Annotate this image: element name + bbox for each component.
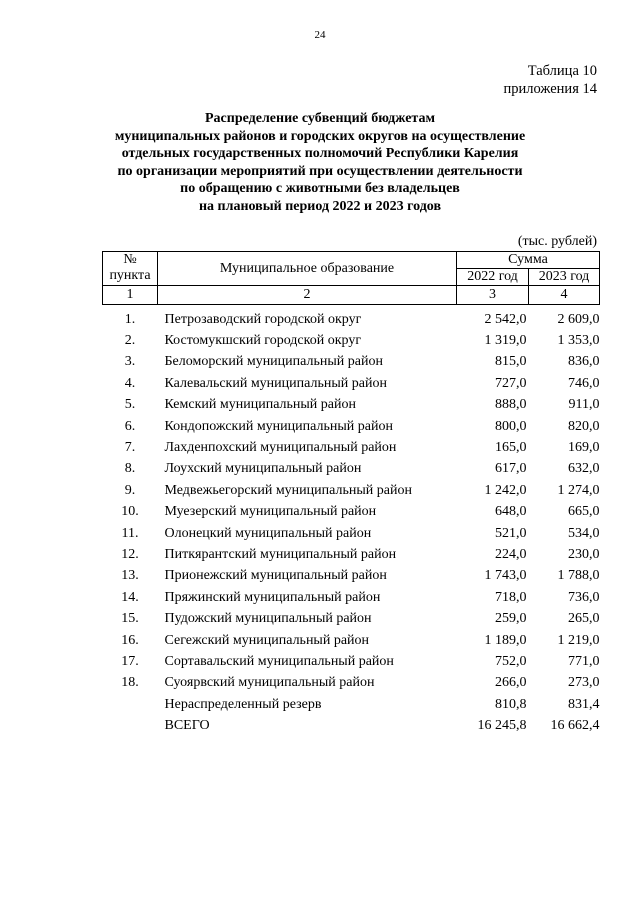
- document-title: [0, 110, 640, 215]
- row-municipality: Нераспределенный резерв: [164, 696, 322, 712]
- row-value-2023: 1 788,0: [557, 568, 600, 584]
- row-municipality: Суоярвский муниципальный район: [164, 675, 375, 691]
- row-value-2023: 911,0: [568, 397, 600, 413]
- row-value-2022: 1 319,0: [484, 333, 527, 349]
- table-row: [103, 608, 600, 629]
- row-municipality: ВСЕГО: [164, 718, 210, 734]
- table-row: [103, 309, 600, 330]
- column-number-3: 3: [457, 286, 529, 305]
- header-num-symbol: №: [123, 252, 137, 267]
- table-row: [103, 587, 600, 608]
- row-value-2022: 727,0: [495, 375, 527, 391]
- header-year-2022: 2022 год: [457, 269, 529, 286]
- row-value-2022: 165,0: [495, 440, 527, 456]
- row-municipality: Муезерский муниципальный район: [164, 504, 377, 520]
- row-value-2022: 266,0: [495, 675, 527, 691]
- column-number-1: 1: [103, 286, 158, 305]
- row-value-2023: 2 609,0: [557, 311, 600, 327]
- row-value-2023: 1 353,0: [557, 333, 600, 349]
- row-municipality: Кемский муниципальный район: [164, 397, 356, 413]
- row-number: 12.: [121, 546, 139, 562]
- row-value-2022: 815,0: [495, 354, 527, 370]
- row-municipality: Медвежьегорский муниципальный район: [164, 482, 412, 498]
- header-item-number: [103, 252, 158, 286]
- table-row: [103, 673, 600, 694]
- row-value-2022: 1 189,0: [484, 632, 527, 648]
- row-value-2022: 1 242,0: [484, 482, 527, 498]
- title-line: по обращению с животными без владельцев: [180, 181, 460, 196]
- row-number: 5.: [124, 397, 136, 413]
- table-row: [103, 437, 600, 458]
- row-number: 3.: [124, 354, 136, 370]
- table-reference: [504, 62, 597, 98]
- row-value-2023: 16 662,4: [550, 718, 600, 734]
- row-number: 1.: [124, 311, 136, 327]
- row-number: 11.: [121, 525, 139, 541]
- row-number: 18.: [121, 675, 139, 691]
- row-number: 8.: [124, 461, 136, 477]
- row-value-2023: 265,0: [568, 611, 600, 627]
- table-row: [103, 502, 600, 523]
- row-value-2022: 521,0: [495, 525, 527, 541]
- row-value-2022: 617,0: [495, 461, 527, 477]
- row-number: 15.: [121, 611, 139, 627]
- row-value-2022: 752,0: [495, 653, 527, 669]
- row-municipality: Питкярантский муниципальный район: [164, 546, 397, 562]
- table-row-total: [103, 715, 600, 736]
- row-value-2022: 888,0: [495, 397, 527, 413]
- row-value-2023: 736,0: [568, 589, 600, 605]
- row-number: [103, 715, 158, 736]
- row-value-2023: 632,0: [568, 461, 600, 477]
- title-line: отдельных государственных полномочий Республики Карелия: [121, 146, 519, 161]
- title-line: на плановый период 2022 и 2023 годов: [198, 198, 442, 214]
- row-value-2022: 800,0: [495, 418, 527, 434]
- subvention-table: [102, 251, 600, 737]
- row-value-2023: 831,4: [568, 696, 600, 712]
- row-value-2023: 746,0: [568, 375, 600, 391]
- row-number: 2.: [124, 333, 136, 349]
- row-value-2022: 718,0: [495, 589, 527, 605]
- row-municipality: Костомукшский городской округ: [164, 333, 362, 349]
- row-value-2022: 1 743,0: [484, 568, 527, 584]
- table-row: [103, 373, 600, 394]
- title-line: по организации мероприятий при осуществлении деятельности: [117, 163, 523, 179]
- page-number: 24: [314, 29, 326, 41]
- row-value-2023: 820,0: [568, 418, 600, 434]
- table-row: [103, 459, 600, 480]
- row-number: 16.: [121, 632, 139, 648]
- column-number-4: 4: [529, 286, 600, 305]
- table-row: [103, 330, 600, 351]
- table-row: [103, 395, 600, 416]
- row-municipality: Пудожский муниципальный район: [164, 611, 372, 627]
- column-number-2: 2: [158, 286, 457, 305]
- row-value-2023: 1 274,0: [557, 482, 600, 498]
- row-value-2023: 273,0: [568, 675, 600, 691]
- row-number: 10.: [121, 504, 139, 520]
- row-municipality: Сегежский муниципальный район: [164, 632, 370, 648]
- table-ref-line1: Таблица 10: [527, 63, 597, 79]
- row-value-2023: 836,0: [568, 354, 600, 370]
- row-municipality: Беломорский муниципальный район: [164, 354, 383, 370]
- row-number: 9.: [124, 482, 136, 498]
- row-value-2023: 771,0: [568, 653, 600, 669]
- row-number: [103, 694, 158, 715]
- row-value-2023: 1 219,0: [557, 632, 600, 648]
- table-row-reserve: [103, 694, 600, 715]
- row-municipality: Петрозаводский городской округ: [164, 311, 362, 327]
- row-value-2022: 2 542,0: [484, 311, 527, 327]
- row-municipality: Калевальский муниципальный район: [164, 375, 387, 391]
- table-ref-line2: приложения 14: [503, 81, 597, 97]
- row-value-2023: 230,0: [568, 546, 600, 562]
- row-value-2022: 648,0: [495, 504, 527, 520]
- table-row: [103, 416, 600, 437]
- units-label: (тыс. рублей): [517, 234, 597, 249]
- table-row: [103, 352, 600, 373]
- row-value-2023: 665,0: [568, 504, 600, 520]
- row-number: 17.: [121, 653, 139, 669]
- header-year-2023: 2023 год: [529, 269, 600, 286]
- row-municipality: Сортавальский муниципальный район: [164, 653, 394, 669]
- row-municipality: Лоухский муниципальный район: [164, 461, 362, 477]
- table-row: [103, 523, 600, 544]
- row-number: 13.: [121, 568, 139, 584]
- row-municipality: Лахденпохский муниципальный район: [164, 440, 397, 456]
- row-municipality: Пряжинский муниципальный район: [164, 589, 381, 605]
- table-row: [103, 480, 600, 501]
- row-value-2023: 169,0: [568, 440, 600, 456]
- row-municipality: Кондопожский муниципальный район: [164, 418, 393, 434]
- row-municipality: Прионежский муниципальный район: [164, 568, 387, 584]
- row-value-2023: 534,0: [568, 525, 600, 541]
- header-sum: Сумма: [457, 252, 600, 269]
- row-value-2022: 224,0: [495, 546, 527, 562]
- title-line: муниципальных районов и городских округов на осуществление: [114, 128, 526, 144]
- row-value-2022: 16 245,8: [477, 718, 527, 734]
- row-number: 14.: [121, 589, 139, 605]
- row-value-2022: 810,8: [495, 696, 527, 712]
- header-num-label: пункта: [109, 268, 151, 283]
- row-number: 7.: [124, 440, 136, 456]
- table-row: [103, 651, 600, 672]
- header-municipality: Муниципальное образование: [158, 252, 457, 286]
- row-number: 4.: [124, 375, 136, 391]
- row-value-2022: 259,0: [495, 611, 527, 627]
- table-row: [103, 630, 600, 651]
- table-row: [103, 566, 600, 587]
- row-municipality: Олонецкий муниципальный район: [164, 525, 372, 541]
- row-number: 6.: [124, 418, 136, 434]
- title-line: Распределение субвенций бюджетам: [205, 111, 435, 126]
- table-row: [103, 544, 600, 565]
